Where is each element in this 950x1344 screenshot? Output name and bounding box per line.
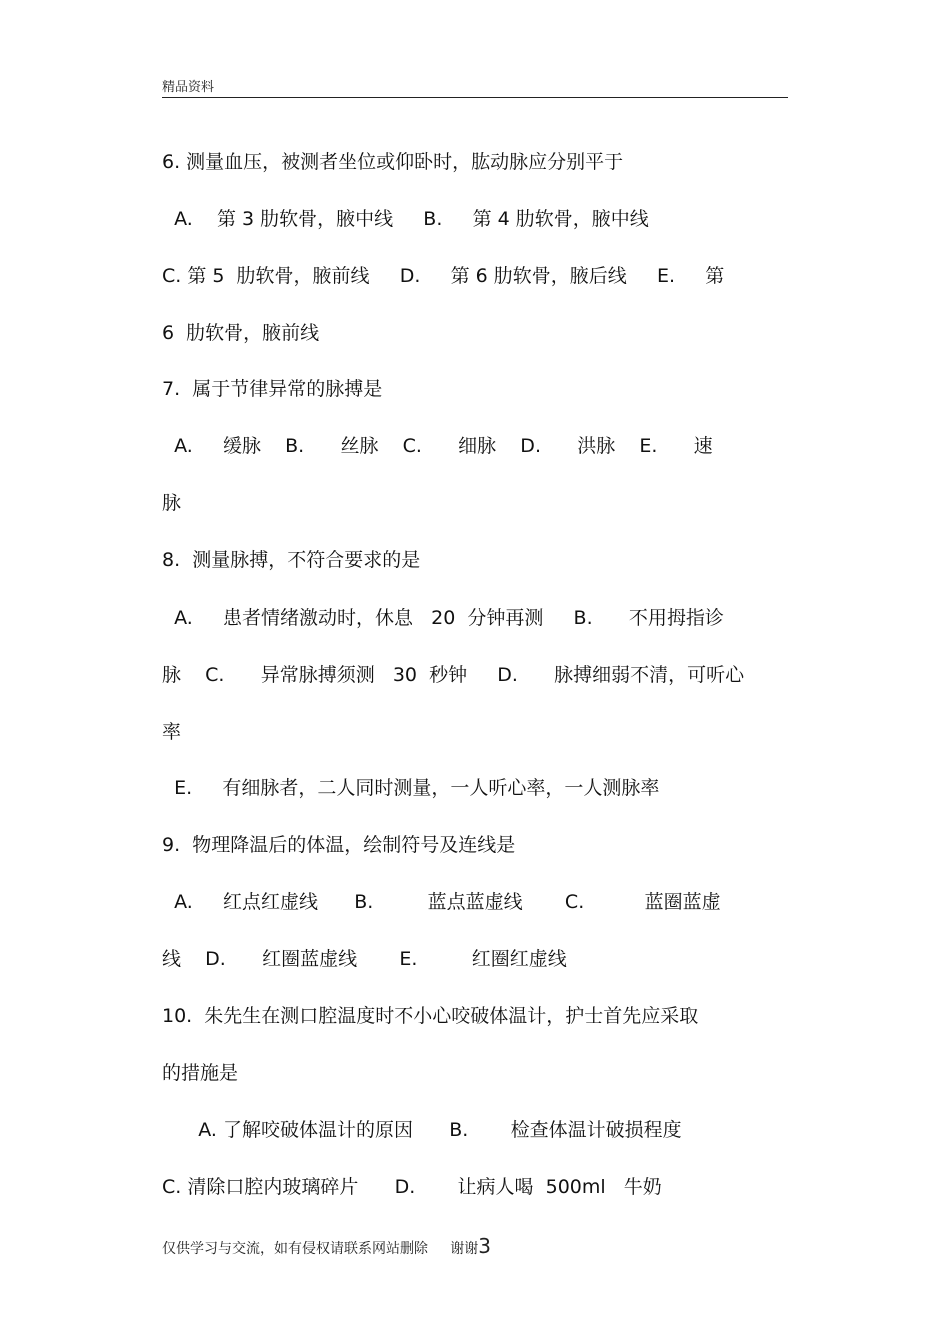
option-line: 脉 — [162, 492, 182, 514]
option-line: A. 患者情绪激动时，休息 20 分钟再测 B. 不用拇指诊 — [162, 607, 724, 629]
option-line: A. 缓脉 B. 丝脉 C. 细脉 D. 洪脉 E. 速 — [162, 435, 713, 457]
option-line: A. 红点红虚线 B. 蓝点蓝虚线 C. 蓝圈蓝虚 — [162, 891, 721, 913]
page-header: 精品资料 — [162, 80, 215, 95]
page-footer — [162, 1234, 491, 1258]
option-line: 线 D. 红圈蓝虚线 E. 红圈红虚线 — [162, 948, 567, 970]
option-line: 6 肋软骨，腋前线 — [162, 322, 320, 344]
question-line: 9. 物理降温后的体温，绘制符号及连线是 — [162, 834, 516, 856]
question-line: 6. 测量血压，被测者坐位或仰卧时，肱动脉应分别平于 — [162, 151, 624, 173]
page-number: 3 — [478, 1234, 491, 1258]
option-line: C. 第 5 肋软骨，腋前线 D. 第 6 肋软骨，腋后线 E. 第 — [162, 265, 725, 287]
option-line: 率 — [162, 721, 182, 743]
option-line: C. 清除口腔内玻璃碎片 D. 让病人喝 500ml 牛奶 — [162, 1176, 662, 1198]
question-line: 10. 朱先生在测口腔温度时不小心咬破体温计，护士首先应采取 — [162, 1005, 699, 1027]
footer-text: 仅供学习与交流，如有侵权请联系网站删除 谢谢 — [162, 1241, 479, 1257]
question-line: 7. 属于节律异常的脉搏是 — [162, 378, 383, 400]
option-line: A. 了解咬破体温计的原因 B. 检查体温计破损程度 — [162, 1119, 682, 1141]
header-rule — [162, 97, 788, 98]
option-line: E. 有细脉者，二人同时测量，一人听心率，一人测脉率 — [162, 777, 660, 799]
question-line: 8. 测量脉搏，不符合要求的是 — [162, 549, 421, 571]
option-line: A. 第 3 肋软骨，腋中线 B. 第 4 肋软骨，腋中线 — [162, 208, 649, 230]
option-line: 脉 C. 异常脉搏须测 30 秒钟 D. 脉搏细弱不清，可听心 — [162, 664, 745, 686]
question-line: 的措施是 — [162, 1062, 239, 1084]
